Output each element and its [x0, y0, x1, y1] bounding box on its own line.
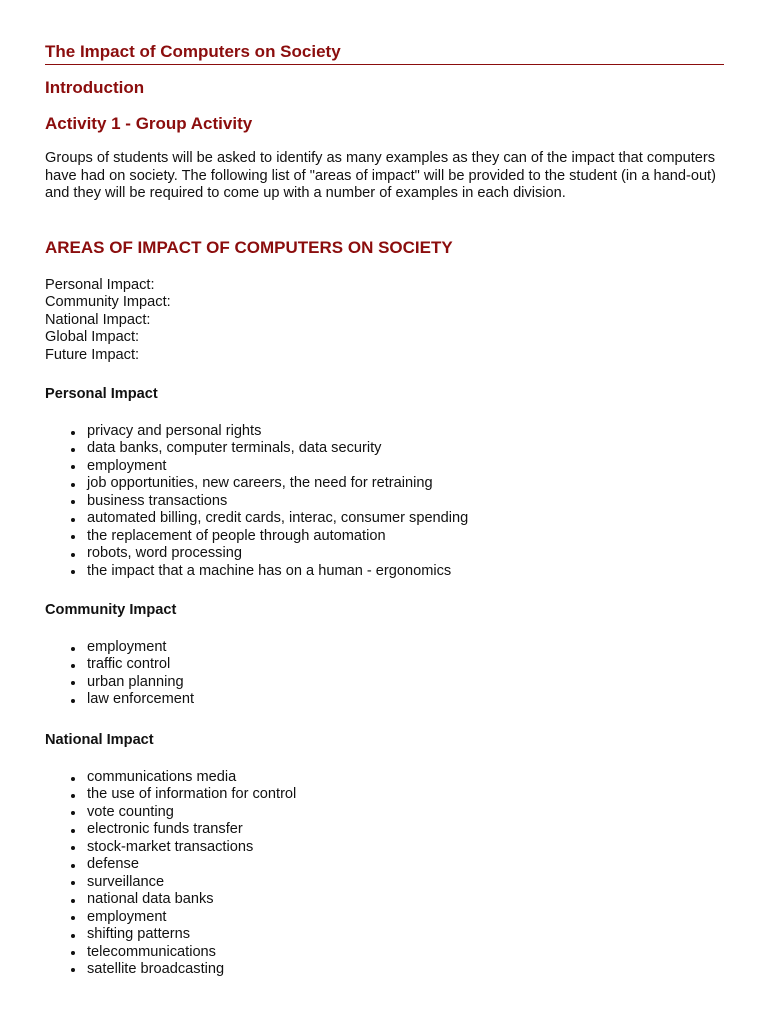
activity-heading: Activity 1 - Group Activity: [45, 114, 253, 133]
list-item: vote counting: [45, 804, 296, 821]
introduction-heading: Introduction: [45, 78, 145, 97]
list-item: urban planning: [45, 674, 194, 691]
national-impact-heading: National Impact: [45, 732, 154, 748]
activity-paragraph: Groups of students will be asked to identify as many examples as they can of the impact that computers have had on society. The following list of "areas of impact" will be provided to the student (in a hand-out) and they will be required to come up with a number of examples in each division.: [45, 150, 716, 202]
list-item: traffic control: [45, 656, 194, 673]
list-item: employment: [45, 909, 296, 926]
list-item: business transactions: [45, 493, 468, 510]
list-item: data banks, computer terminals, data security: [45, 440, 468, 457]
page-title: The Impact of Computers on Society: [45, 42, 724, 65]
list-item: the replacement of people through automation: [45, 528, 468, 545]
community-impact-heading: Community Impact: [45, 602, 177, 618]
personal-impact-list: [45, 423, 468, 580]
list-item: national data banks: [45, 891, 296, 908]
list-item: employment: [45, 458, 468, 475]
list-item: privacy and personal rights: [45, 423, 468, 440]
list-item: employment: [45, 639, 194, 656]
list-item: law enforcement: [45, 691, 194, 708]
national-impact-list: [45, 769, 296, 978]
area-item: National Impact:: [45, 311, 151, 328]
area-item: Community Impact:: [45, 294, 171, 311]
list-item: automated billing, credit cards, interac, consumer spending: [45, 510, 468, 527]
list-item: the impact that a machine has on a human - ergonomics: [45, 563, 468, 580]
list-item: the use of information for control: [45, 786, 296, 803]
list-item: communications media: [45, 769, 296, 786]
list-item: electronic funds transfer: [45, 821, 296, 838]
list-item: job opportunities, new careers, the need for retraining: [45, 475, 468, 492]
list-item: stock-market transactions: [45, 839, 296, 856]
list-item: robots, word processing: [45, 545, 468, 562]
area-item: Personal Impact:: [45, 277, 155, 293]
list-item: surveillance: [45, 874, 296, 891]
list-item: satellite broadcasting: [45, 961, 296, 978]
list-item: defense: [45, 856, 296, 873]
areas-list: [45, 277, 171, 364]
list-item: telecommunications: [45, 944, 296, 961]
area-item: Global Impact:: [45, 329, 140, 346]
list-item: shifting patterns: [45, 926, 296, 943]
community-impact-list: [45, 639, 194, 709]
personal-impact-heading: Personal Impact: [45, 386, 158, 402]
area-item: Future Impact:: [45, 346, 140, 363]
areas-heading: AREAS OF IMPACT OF COMPUTERS ON SOCIETY: [45, 238, 453, 257]
